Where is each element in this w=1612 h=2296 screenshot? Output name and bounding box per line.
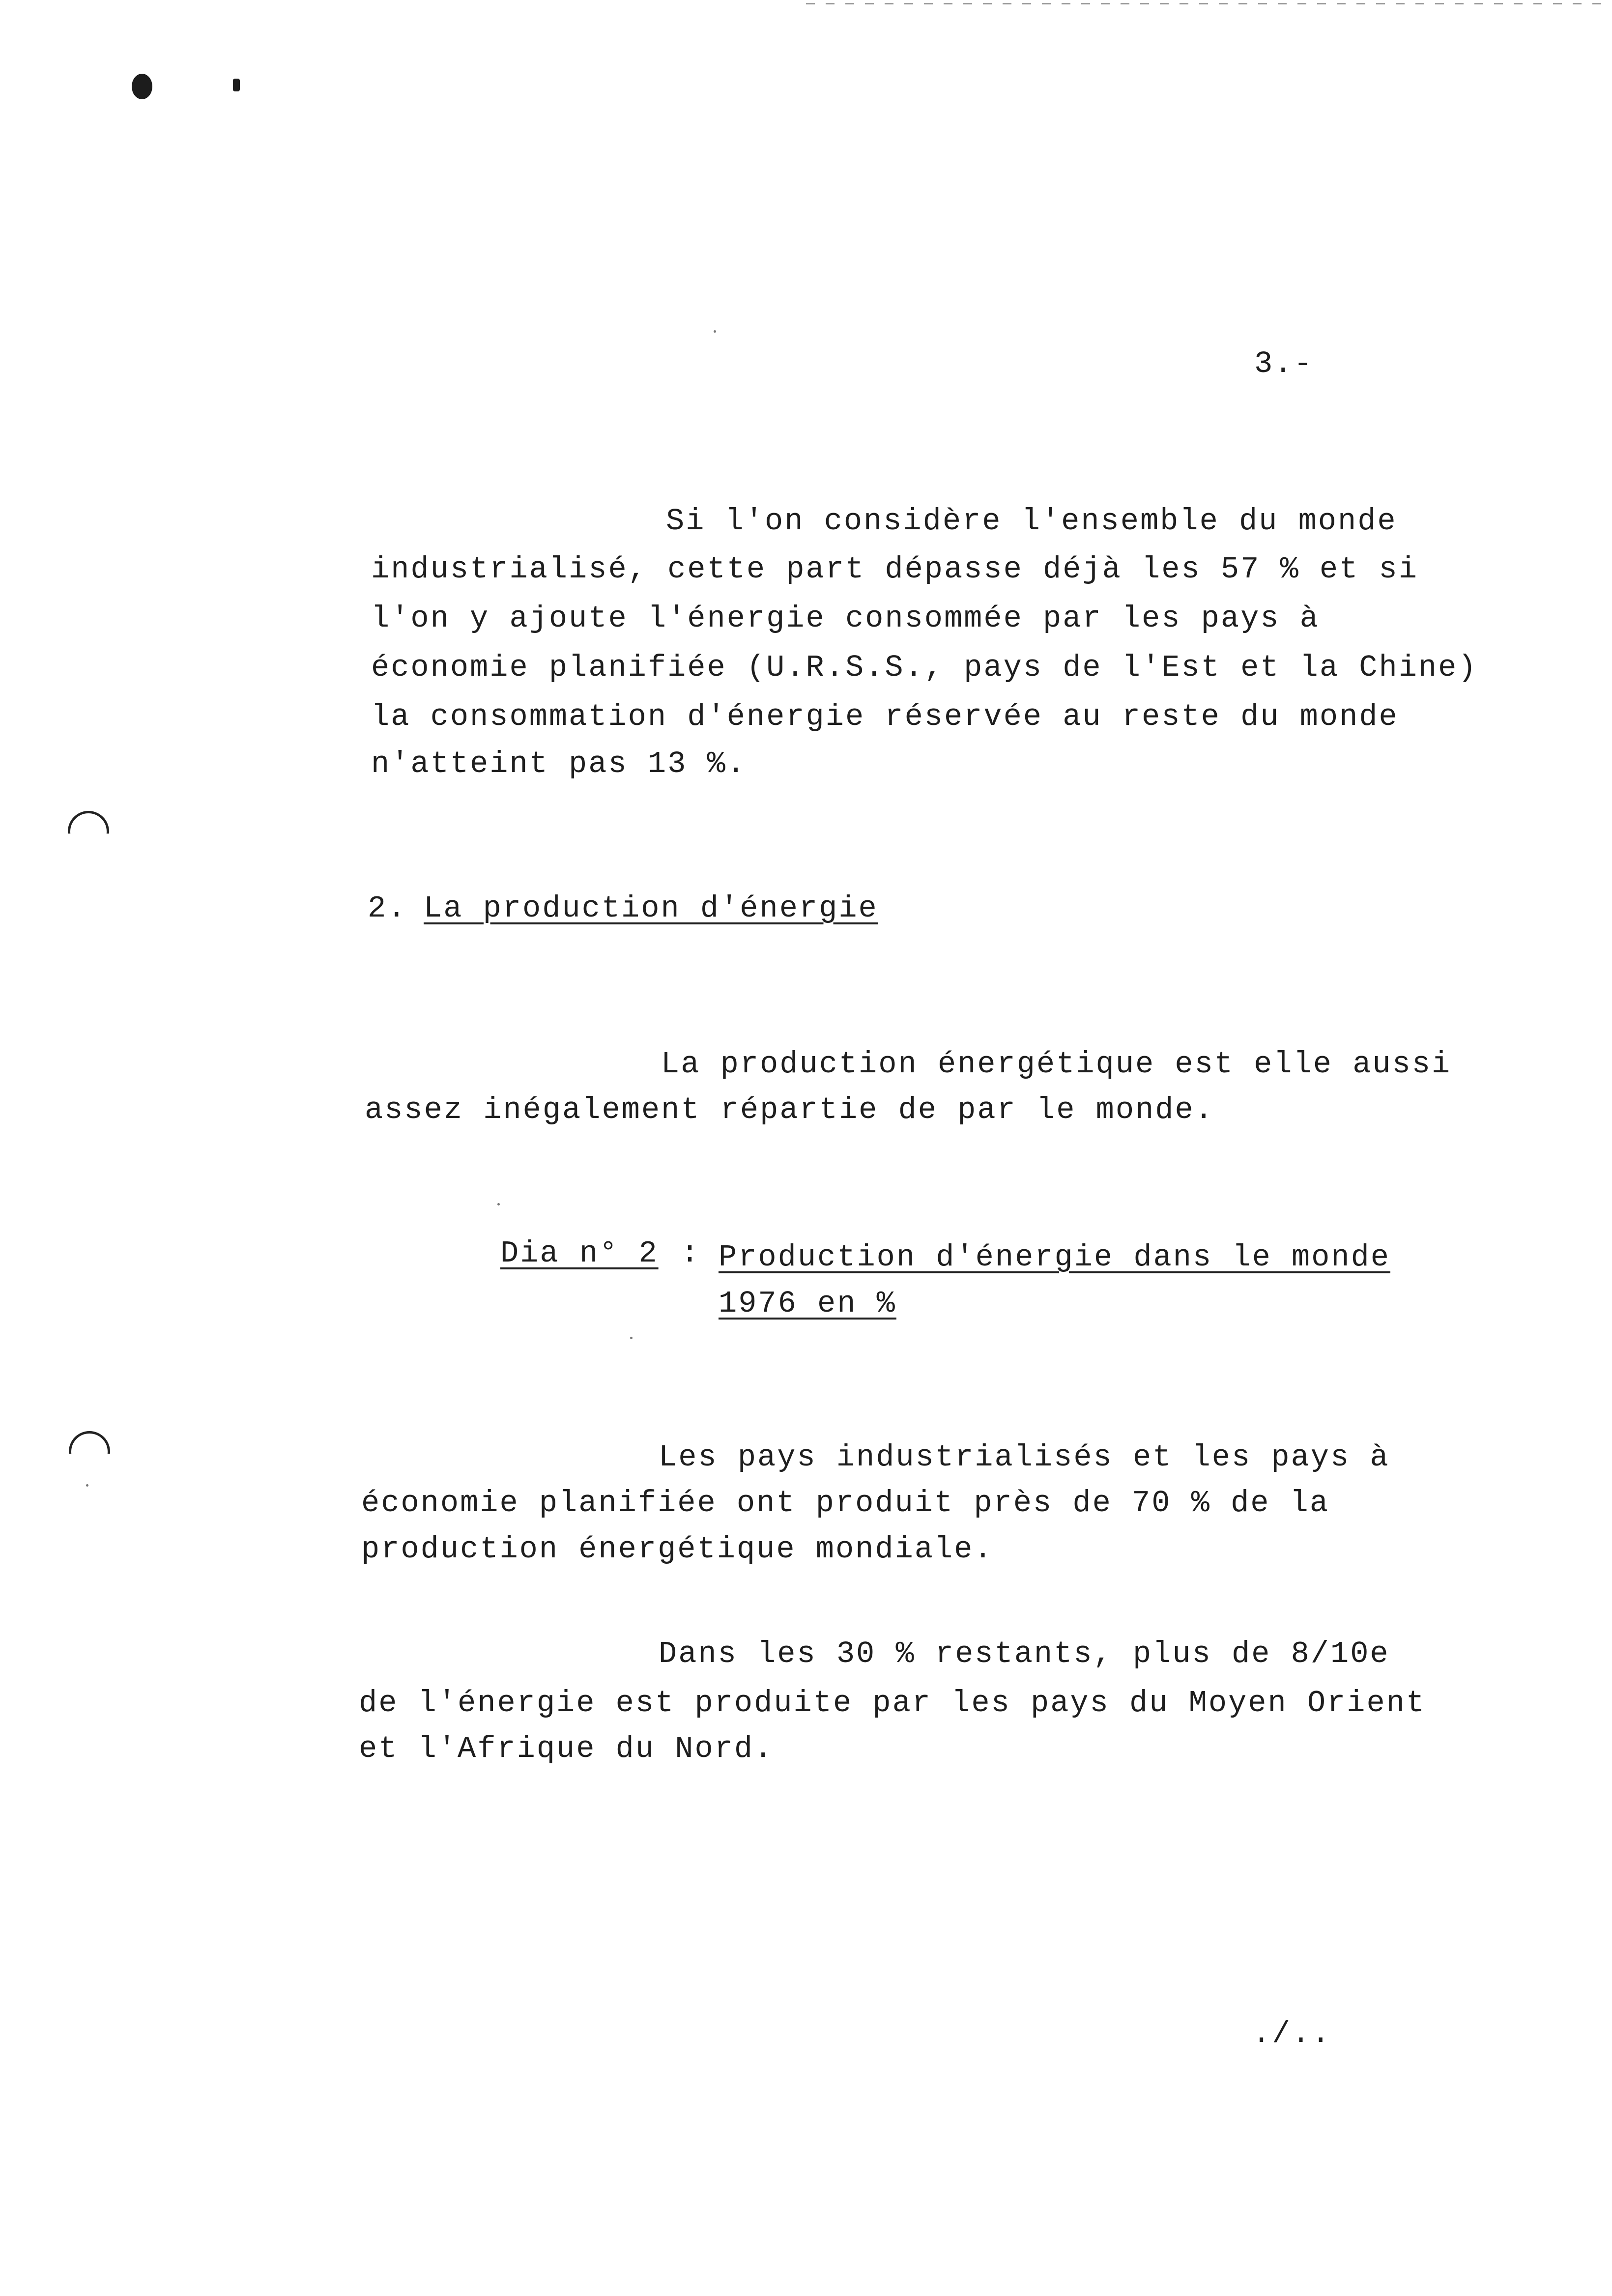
scan-speck [86, 1484, 88, 1487]
paragraph-line: Les pays industrialisés et les pays à [659, 1440, 1390, 1475]
paragraph-line: l'on y ajoute l'énergie consommée par les pays à [371, 601, 1320, 636]
section-title: La production d'énergie [424, 891, 878, 926]
punch-hole-mark [68, 811, 109, 852]
scan-speck [630, 1337, 633, 1339]
scan-dot [132, 74, 152, 99]
figure-title-continued: 1976 en % [719, 1286, 896, 1321]
paragraph-line: économie planifiée (U.R.S.S., pays de l'Est et la Chine) [371, 650, 1478, 685]
punch-hole-mark [69, 1431, 110, 1472]
page-number: 3.- [1254, 346, 1314, 381]
paragraph-line: de l'énergie est produite par les pays du Moyen Orient [359, 1686, 1426, 1721]
continuation-mark: ./.. [1252, 2016, 1331, 2051]
paragraph-line: Si l'on considère l'ensemble du monde [666, 504, 1397, 539]
paragraph-line: industrialisé, cette part dépasse déjà les 57 % et si [371, 552, 1418, 587]
paragraph-line: n'atteint pas 13 %. [371, 746, 747, 781]
figure-title: Production d'énergie dans le monde [719, 1240, 1391, 1275]
scan-speck [714, 330, 716, 333]
scan-edge-line [806, 3, 1612, 4]
paragraph-line: et l'Afrique du Nord. [359, 1731, 774, 1766]
paragraph-line: économie planifiée ont produit près de 70 % de la [361, 1486, 1330, 1521]
paragraph-line: La production énergétique est elle aussi [661, 1047, 1452, 1082]
section-number: 2. [368, 891, 407, 926]
paragraph-line: la consommation d'énergie réservée au reste du monde [371, 699, 1399, 734]
paragraph-line: Dans les 30 % restants, plus de 8/10e [659, 1636, 1390, 1671]
figure-label: Dia n° 2 [500, 1236, 659, 1271]
paragraph-line: production énergétique mondiale. [361, 1532, 994, 1567]
scan-speck [497, 1203, 500, 1205]
paragraph-line: assez inégalement répartie de par le monde. [365, 1092, 1214, 1127]
caption-separator: : [681, 1236, 701, 1271]
scan-dot [233, 79, 240, 91]
